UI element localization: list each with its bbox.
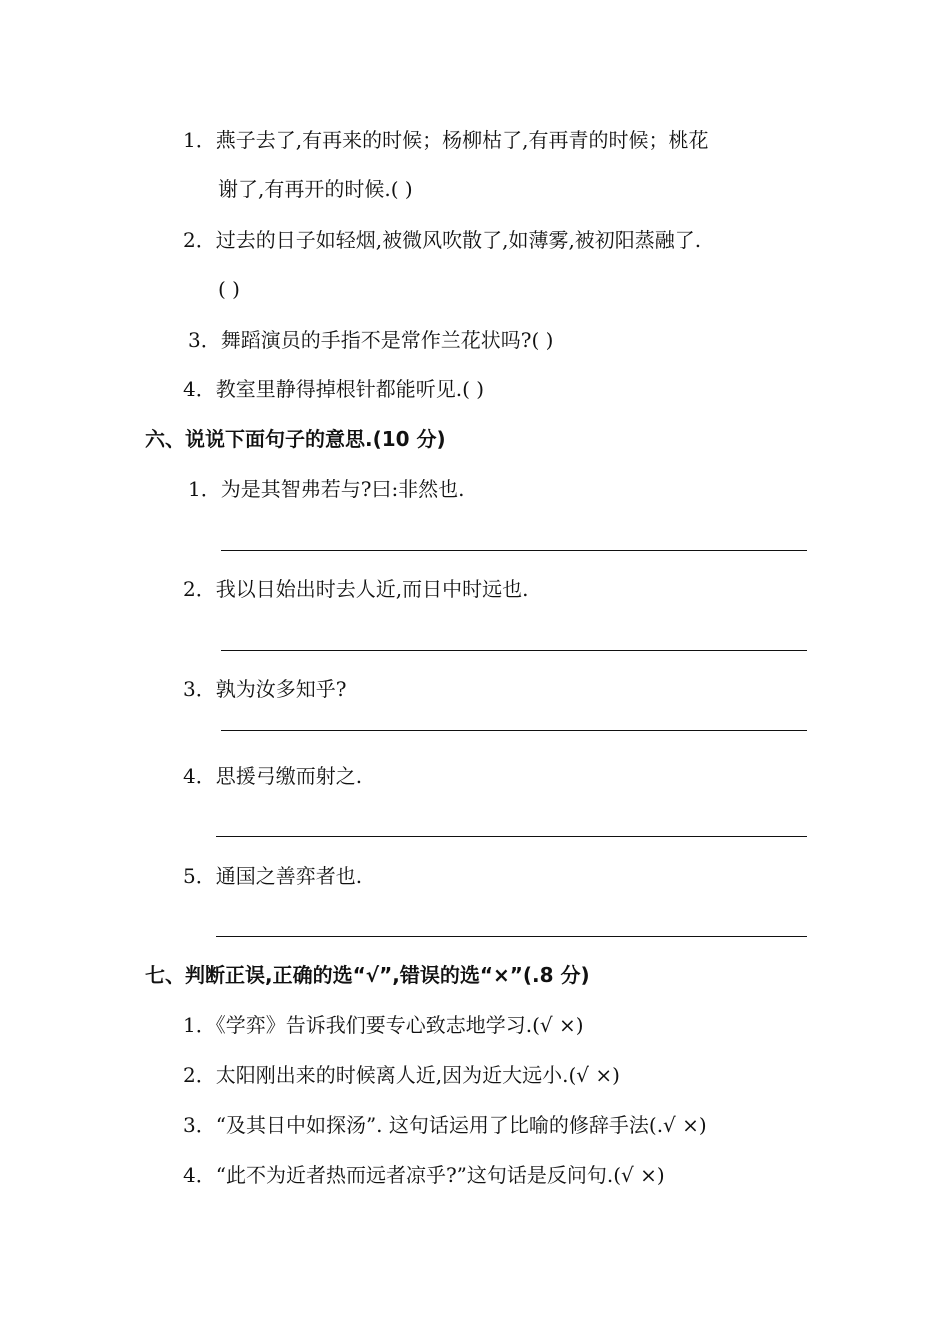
section-6-heading: 六、说说下面句子的意思.(10 分) xyxy=(145,427,446,451)
section-7-heading: 七、判断正误,正确的选“√”,错误的选“×”(.8 分) xyxy=(145,963,590,987)
answer-line-2[interactable] xyxy=(221,650,807,651)
s5-item-1-line-2: 谢了,有再开的时候.( ) xyxy=(218,177,413,201)
s6-item-4: 4．思援弓缴而射之. xyxy=(183,764,363,788)
answer-line-3[interactable] xyxy=(221,730,807,731)
s5-item-2-line-2: ( ) xyxy=(218,277,240,301)
s6-item-3: 3．孰为汝多知乎? xyxy=(183,677,347,701)
s7-item-2: 2．太阳刚出来的时候离人近,因为近大远小.(√ ×) xyxy=(183,1063,620,1087)
s5-item-1-line-1: 1．燕子去了,有再来的时候；杨柳枯了,有再青的时候；桃花 xyxy=(183,128,709,152)
answer-line-1[interactable] xyxy=(221,550,807,551)
s5-item-3: 3．舞蹈演员的手指不是常作兰花状吗?( ) xyxy=(188,328,554,352)
s6-item-1: 1．为是其智弗若与?曰:非然也. xyxy=(188,477,465,501)
s5-item-4: 4．教室里静得掉根针都能听见.( ) xyxy=(183,377,485,401)
answer-line-4[interactable] xyxy=(216,836,807,837)
s5-item-2-line-1: 2．过去的日子如轻烟,被微风吹散了,如薄雾,被初阳蒸融了. xyxy=(183,228,702,252)
s6-item-2: 2．我以日始出时去人近,而日中时远也. xyxy=(183,577,529,601)
s7-item-4: 4．“此不为近者热而远者凉乎?”这句话是反问句.(√ ×) xyxy=(183,1163,665,1187)
answer-line-5[interactable] xyxy=(216,936,807,937)
s7-item-1: 1．《学弈》告诉我们要专心致志地学习.(√ ×) xyxy=(183,1013,584,1037)
s6-item-5: 5．通国之善弈者也. xyxy=(183,864,363,888)
s7-item-3: 3．“及其日中如探汤”. 这句话运用了比喻的修辞手法(.√ ×) xyxy=(183,1113,707,1137)
